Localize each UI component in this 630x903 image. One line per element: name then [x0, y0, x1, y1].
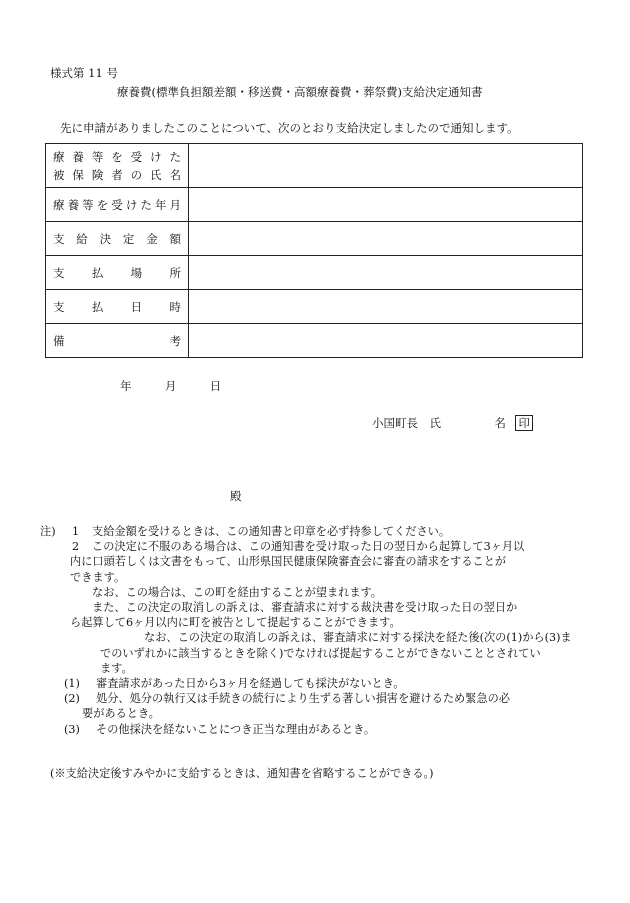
- document-title: 療養費(標準負担額差額・移送費・高額療養費・葬祭費)支給決定通知書: [117, 85, 483, 99]
- sub-item-1: (1) 審査請求があった日から3ヶ月を経過しても採決がないとき。: [64, 677, 405, 691]
- value-remarks[interactable]: [189, 324, 583, 358]
- note-2: 2 この決定に不服のある場合は、この通知書を受け取った日の翌日から起算して3ヶ月以: [72, 540, 525, 554]
- row-label-remarks: 備 考: [46, 324, 189, 358]
- footnote: (※支給決定後すみやかに支給するときは、通知書を省略することができる。): [50, 767, 434, 780]
- payment-decision-table: [45, 143, 583, 358]
- row-label-treatment-month: 療 養 等 を 受 け た 年 月: [46, 188, 189, 222]
- table-row: [46, 290, 583, 324]
- note-1: 注) 1 支給金額を受けるときは、この通知書と印章を必ず持参してください。: [40, 525, 451, 538]
- date-year: 年: [120, 379, 132, 393]
- value-payment-place[interactable]: [189, 256, 583, 290]
- table-row: [46, 256, 583, 290]
- sub-item-3: (3) その他採決を経ないことにつき正当な理由があるとき。: [64, 722, 376, 736]
- sub-item-2: (2) 処分、処分の執行又は手続きの続行により生ずる著しい損害を避けるため緊急の必 要があるとき。: [64, 692, 510, 721]
- date-day: 日: [209, 379, 222, 393]
- row-label-payment-datetime: 支 払 日 時: [46, 290, 189, 324]
- note-2-body: 内に口頭若しくは文書をもって、山形県国民健康保険審査会に審査の請求をすることが できます。 なお、この場合は、この町を経由することが望まれます。 また、この決定の取消しの訴えは、審査請求に対する裁決書を受け取った日の翌日か: [70, 555, 518, 615]
- seal-mark: 印: [515, 415, 533, 431]
- date-month: 月: [164, 379, 177, 393]
- table-row: [46, 324, 583, 358]
- table-row: [46, 222, 583, 256]
- addressee-honorific: 殿: [230, 489, 242, 503]
- value-payment-amount[interactable]: [189, 222, 583, 256]
- form-number: 様式第 11 号: [50, 66, 118, 80]
- value-insured-name[interactable]: [189, 144, 583, 188]
- table-row: [46, 188, 583, 222]
- table-row: [46, 144, 583, 188]
- date-line: [120, 378, 221, 394]
- label-line: 療 養 等 を 受 け た: [53, 149, 181, 164]
- issuer-line: [372, 415, 533, 431]
- value-payment-datetime[interactable]: [189, 290, 583, 324]
- issuer-name-char: 名: [494, 416, 506, 430]
- value-treatment-month[interactable]: [189, 188, 583, 222]
- label-line: 被 保 険 者 の 氏 名: [53, 167, 181, 182]
- notes-section: 注) 1 支給金額を受けるときは、この通知書と印章を必ず持参してください。 2 この決定に不服のある場合は、この通知書を受け取った日の翌日から起算して3ヶ月以 内に口頭若しくは文書をもって、山形県国民健康保険審査会に審査の請求をすることが できます。 なお、この場合は、この町を経由することが望まれます。 また、この決定の取消しの訴えは、審査請求に対する裁決書を受け取った日の翌日か ら起算して6ヶ月以内に町を被告として提起することができます。 なお、この決定の取消しの訴えは、審査請求に対する採決を経た後(次の(1)から(3)ま でのいずれかに該当するときを除く)でなければ提起することができないこととされてい ます。 (1) 審査請求があった日から3ヶ月を経過しても採決がないとき。 (2) 処分、処分の執行又は手続きの続行により生ずる著しい損害を避けるため緊急の必 要があるとき。 (3) その他採決を経ないことにつき正当な理由があるとき。: [40, 524, 585, 737]
- row-label-insured-name: [46, 144, 189, 188]
- issuer-name: 小国町長 氏: [372, 416, 441, 430]
- row-label-payment-place: 支 払 場 所: [46, 256, 189, 290]
- intro-text: 先に申請がありましたこのことについて、次のとおり支給決定しましたので通知します。: [60, 121, 519, 135]
- row-label-payment-amount: 支 給 決 定 金 額: [46, 222, 189, 256]
